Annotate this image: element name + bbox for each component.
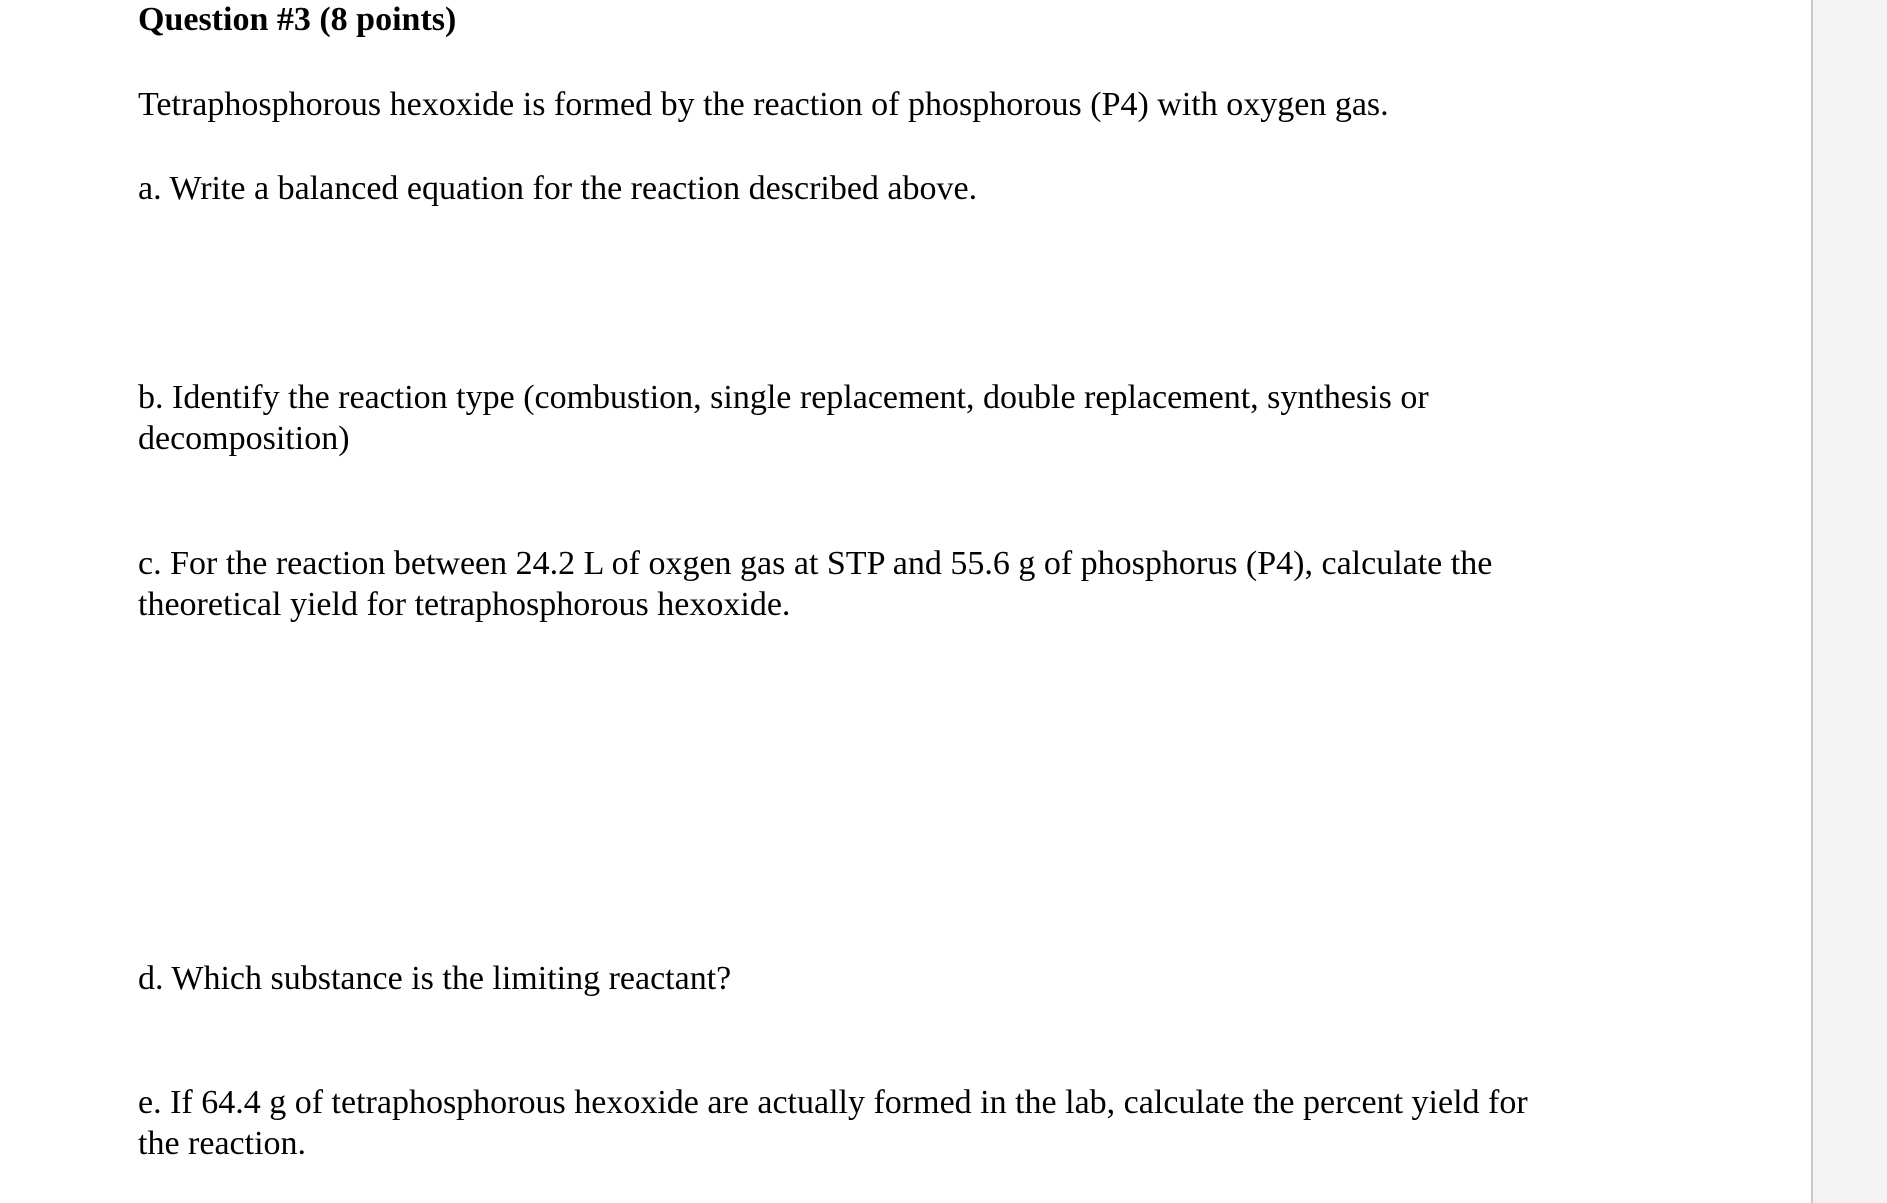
right-gutter bbox=[1813, 0, 1887, 1203]
part-e-line-1: e. If 64.4 g of tetraphosphorous hexoxide are actually formed in the lab, calculate the percent yield for bbox=[138, 1084, 1528, 1121]
part-e-line-2: the reaction. bbox=[138, 1125, 307, 1162]
part-e-prompt bbox=[138, 1082, 1528, 1164]
part-b-prompt bbox=[138, 377, 1429, 459]
part-b-line-1: b. Identify the reaction type (combustion, single replacement, double replacement, synthesis or bbox=[138, 379, 1429, 416]
part-c-line-1: c. For the reaction between 24.2 L of oxgen gas at STP and 55.6 g of phosphorus (P4), calculate the bbox=[138, 545, 1493, 582]
part-c-prompt bbox=[138, 543, 1492, 625]
question-intro: Tetraphosphorous hexoxide is formed by the reaction of phosphorous (P4) with oxygen gas. bbox=[138, 86, 1389, 123]
part-c-line-2: theoretical yield for tetraphosphorous hexoxide. bbox=[138, 586, 791, 623]
question-title: Question #3 (8 points) bbox=[138, 1, 457, 38]
part-b-line-2: decomposition) bbox=[138, 420, 350, 457]
part-a-prompt: a. Write a balanced equation for the reaction described above. bbox=[138, 170, 978, 207]
part-d-prompt: d. Which substance is the limiting reactant? bbox=[138, 960, 732, 997]
